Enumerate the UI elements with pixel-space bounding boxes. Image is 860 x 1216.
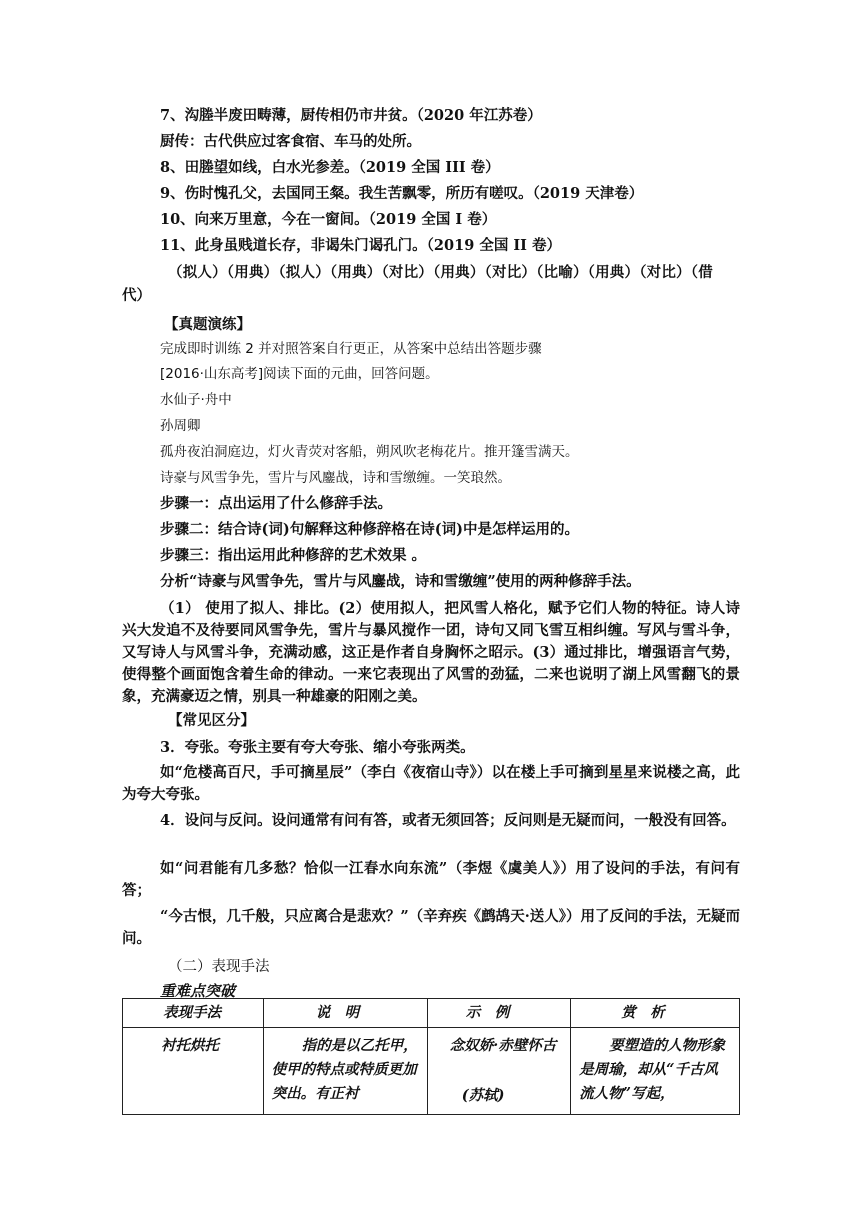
hyperbole-example: 如“危楼高百尺，手可摘星辰”（李白《夜宿山寺》）以在楼上手可摘到星星来说楼之高，此为夸大夸张。	[122, 764, 740, 803]
distinction-heading: 【常见区分】	[168, 712, 255, 729]
example-line-9: 9、伤时愧孔父，去国同王粲。我生苦飘零，所历有嗟叹。（2019 天津卷）	[160, 185, 644, 202]
poem-line-2: 诗豪与风雪争先，雪片与风鏖战，诗和雪缴缠。一笑琅然。	[160, 470, 511, 486]
poem-line-1: 孤舟夜泊洞庭边，灯火青荧对客船，朔风吹老梅花片。推开篷雪满天。	[160, 444, 579, 460]
question-types-definition: 4．设问与反问。设问通常有问有答，或者无须回答；反问则是无疑而问，一般没有回答。	[160, 812, 736, 829]
hyperbole-definition: 3．夸张。夸张主要有夸大夸张、缩小夸张两类。	[160, 739, 475, 756]
explanation-cell: 指的是以乙托甲，使甲的特点或特质更加突出。有正衬	[263, 1028, 427, 1115]
example-line-7: 7、沟塍半废田畴薄，厨传相仍市井贫。（2020 年江苏卷）	[160, 107, 542, 124]
header-explanation: 说 明	[263, 999, 427, 1028]
example-author: (苏轼)	[461, 1087, 505, 1104]
analysis-answer: （1） 使用了拟人、排比。(2）使用拟人，把风雪人格化，赋予它们人物的特征。诗人诗兴大发追不及待要同风雪争先，雪片与暴风搅作一团，诗句又同飞雪互相纠缠。写风与雪斗争，又写诗人与风雪斗争，充满动感，这正是作者自身胸怀之昭示。(3）通过排比，增强语言气势，使得整个画面饱含着生命的律动。一来它表现出了风雪的劲猛，二来也说明了湖上风雪翻飞的景象，充满豪迈之情，别具一种雄豪的阳刚之美。	[122, 600, 740, 705]
key-points-heading: 重难点突破	[160, 982, 236, 1000]
answer-key-continuation: 代）	[122, 287, 151, 304]
counter-question-example: “今古恨，几千般，只应离合是悲欢？”（辛弃疾《鹧鸪天·送人》）用了反问的手法，无疑而问。	[122, 908, 740, 947]
drill-heading: 【真题演练】	[164, 316, 251, 333]
example-line-8: 8、田塍望如线，白水光参差。（2019 全国 III 卷）	[160, 159, 500, 176]
table-row	[123, 1028, 740, 1115]
step-two: 步骤二：结合诗(词)句解释这种修辞格在诗(词)中是怎样运用的。	[160, 521, 579, 538]
rhetorical-question-example: 如“问君能有几多愁？恰似一江春水向东流”（李煜《虞美人》）用了设问的手法，有问有答；	[122, 860, 740, 899]
header-technique: 表现手法	[123, 999, 264, 1028]
step-three: 步骤三：指出运用此种修辞的艺术效果 。	[160, 547, 427, 564]
analysis-question: 分析“诗豪与风雪争先，雪片与风鏖战，诗和雪缴缠”使用的两种修辞手法。	[160, 573, 641, 590]
technique-cell: 衬托烘托	[123, 1028, 264, 1115]
header-example: 示 例	[427, 999, 570, 1028]
techniques-table	[122, 998, 740, 1115]
step-one: 步骤一：点出运用了什么修辞手法。	[160, 495, 392, 512]
drill-source: [2016·山东高考]阅读下面的元曲，回答问题。	[160, 366, 439, 382]
example-line-11: 11、此身虽贱道长存，非谒朱门谒孔门。（2019 全国 II 卷）	[160, 237, 561, 254]
answer-key-line: （拟人）（用典）（拟人）（用典）（对比）（用典）（对比）（比喻）（用典）（对比）（借	[168, 264, 713, 281]
example-cell	[427, 1028, 570, 1115]
analysis-cell: 要塑造的人物形象是周瑜，却从“千古风流人物”写起，	[571, 1028, 740, 1115]
poem-title: 水仙子·舟中	[160, 392, 232, 408]
header-analysis: 赏 析	[571, 999, 740, 1028]
poem-author: 孙周卿	[160, 418, 201, 434]
example-title: 念奴娇·赤壁怀古	[449, 1037, 557, 1054]
chuanzhuan-note: 厨传：古代供应过客食宿、车马的处所。	[160, 133, 421, 150]
example-line-10: 10、向来万里意，今在一窗间。（2019 全国 I 卷）	[160, 211, 497, 228]
drill-instruction: 完成即时训练 2 并对照答案自行更正，从答案中总结出答题步骤	[160, 341, 542, 357]
table-header-row	[123, 999, 740, 1028]
section-heading-techniques: （二）表现手法	[168, 959, 270, 975]
